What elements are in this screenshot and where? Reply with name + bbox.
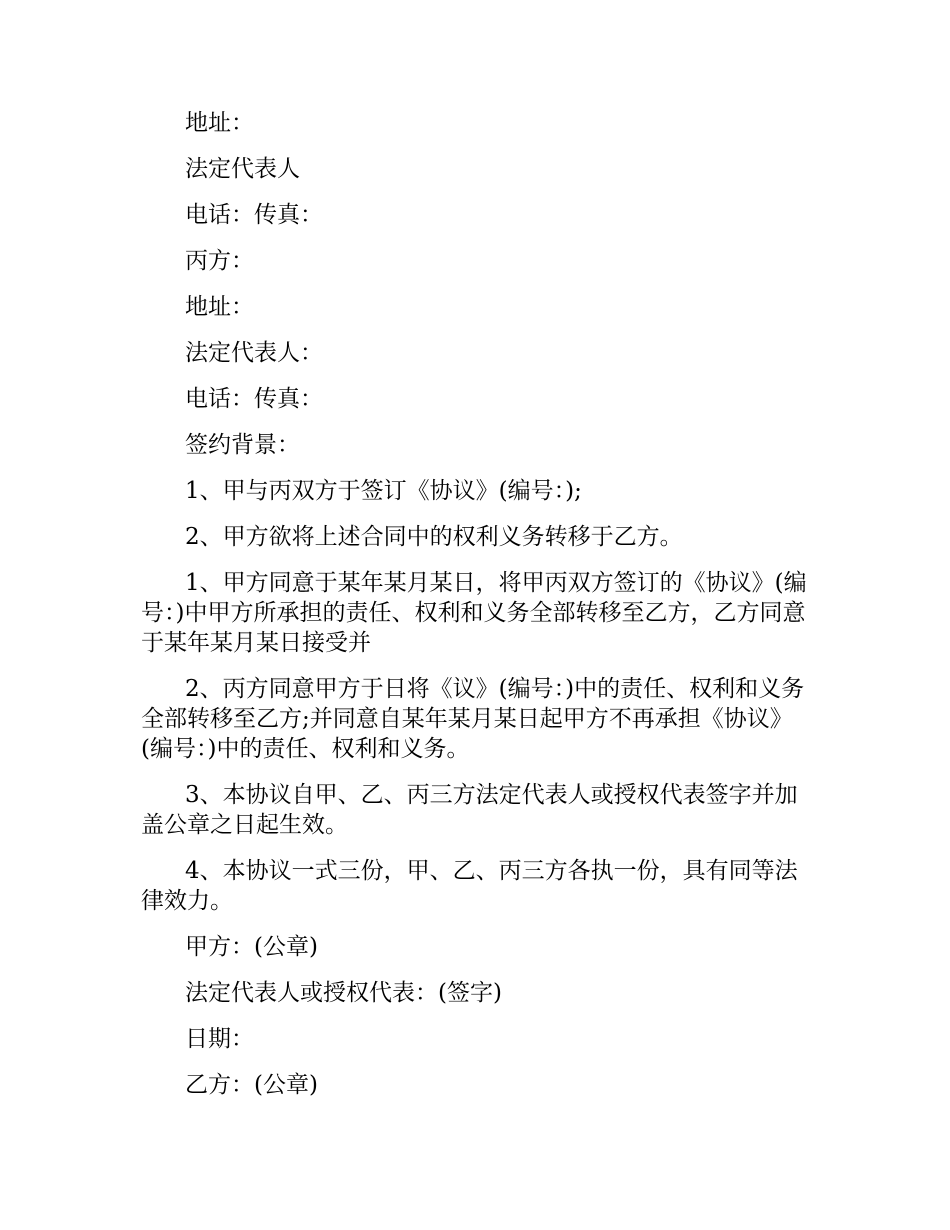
document-body bbox=[141, 108, 813, 1116]
paragraph-legal-rep: 法定代表人 bbox=[185, 156, 300, 182]
paragraph-background-heading: 签约背景： bbox=[185, 432, 300, 458]
paragraph-party-c-phone-fax: 电话：传真： bbox=[185, 386, 323, 412]
paragraph-address: 地址： bbox=[185, 110, 254, 136]
paragraph-clause-4: 4、本协议一式三份，甲、乙、丙三方各执一份，具有同等法律效力。 bbox=[141, 858, 798, 914]
paragraph-phone-fax: 电话：传真： bbox=[185, 202, 323, 228]
paragraph-clause-2: 2、丙方同意甲方于日将《议》(编号：)中的责任、权利和义务全部转移至乙方;并同意自某年某月某日起甲方不再承担《协议》(编号：)中的责任、权利和义务。 bbox=[141, 676, 805, 762]
paragraph-party-c-address: 地址： bbox=[185, 294, 254, 320]
paragraph-clause-1: 1、甲方同意于某年某月某日，将甲丙双方签订的《协议》(编号：)中甲方所承担的责任、权利和义务全部转移至乙方，乙方同意于某年某月某日接受并 bbox=[141, 570, 807, 656]
paragraph-background-1: 1、甲与丙双方于签订《协议》(编号：); bbox=[185, 478, 582, 504]
paragraph-signature: 法定代表人或授权代表：(签字) bbox=[185, 980, 502, 1006]
paragraph-background-2: 2、甲方欲将上述合同中的权利义务转移于乙方。 bbox=[185, 524, 683, 550]
paragraph-party-c-legal-rep: 法定代表人： bbox=[185, 340, 323, 366]
paragraph-party-c: 丙方： bbox=[185, 248, 254, 274]
paragraph-party-a-seal: 甲方：(公章) bbox=[185, 934, 318, 960]
paragraph-date: 日期： bbox=[185, 1026, 254, 1052]
paragraph-party-b-seal: 乙方：(公章) bbox=[185, 1072, 318, 1098]
paragraph-clause-3: 3、本协议自甲、乙、丙三方法定代表人或授权代表签字并加盖公章之日起生效。 bbox=[141, 782, 798, 838]
